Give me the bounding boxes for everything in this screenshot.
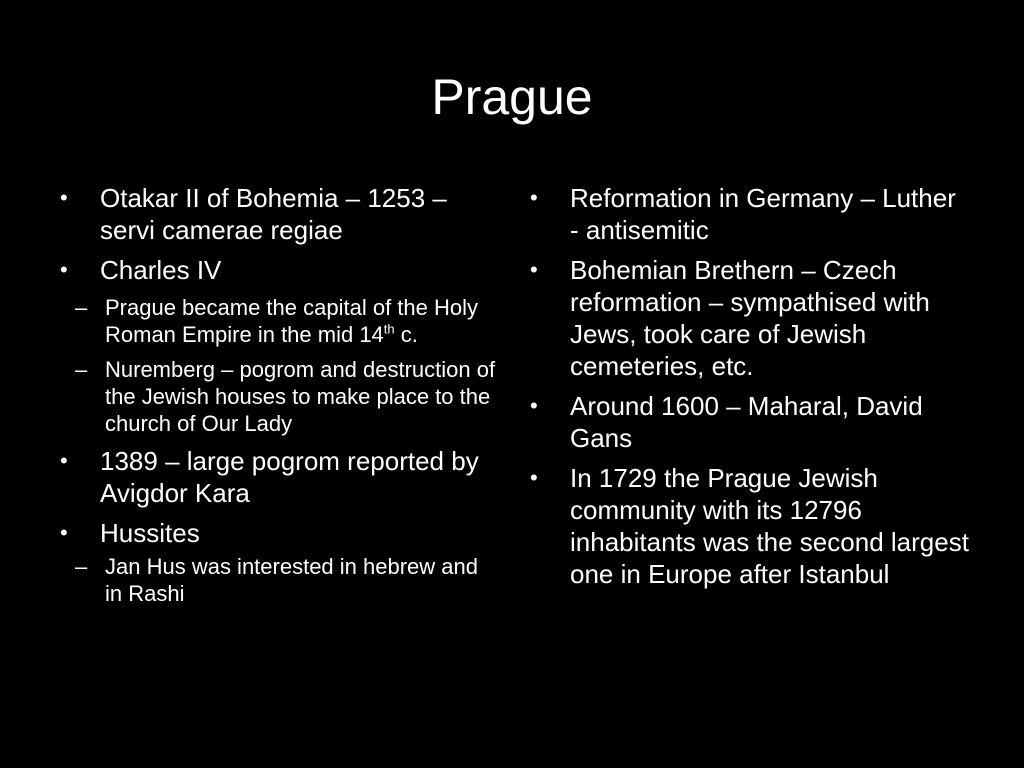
bullet-icon: •: [530, 393, 538, 418]
list-item: [530, 182, 970, 246]
list-item-text: In 1729 the Prague Jewish community with its 12796 inhabitants was the second largest one in Europe after Istanbul: [570, 463, 969, 589]
bullet-icon: •: [60, 448, 68, 473]
sub-list-item: [60, 356, 500, 437]
slide-title: Prague: [431, 69, 593, 125]
bullet-icon: •: [60, 185, 68, 210]
list-item-text: Charles IV: [100, 255, 222, 285]
sub-list-item: [60, 294, 500, 348]
bullet-icon: •: [530, 185, 538, 210]
sub-list-item-text: Prague became the capital of the Holy Roman Empire in the mid 14: [105, 295, 479, 347]
right-bullet-list: [530, 182, 970, 590]
sub-list-item: [60, 553, 500, 607]
left-bullet-list: [60, 182, 500, 607]
sub-list-item-text: Jan Hus was interested in hebrew and in Rashi: [105, 554, 478, 606]
list-item: [60, 517, 500, 549]
sub-list-item-text-suffix: c.: [394, 322, 418, 347]
superscript-text: th: [383, 321, 395, 337]
list-item: [60, 182, 500, 246]
left-column: [60, 182, 500, 615]
list-item-text: Reformation in Germany – Luther - antisemitic: [570, 183, 956, 245]
bullet-icon: •: [60, 520, 68, 545]
list-item: [60, 254, 500, 286]
list-item: [530, 390, 970, 454]
list-item-text: Bohemian Brethern – Czech reformation – sympathised with Jews, took care of Jewish cemeteries, etc.: [570, 255, 930, 381]
dash-icon: –: [75, 295, 88, 320]
dash-icon: –: [75, 357, 88, 382]
dash-icon: –: [75, 554, 88, 579]
list-item-text: 1389 – large pogrom reported by Avigdor Kara: [100, 446, 479, 508]
list-item-text: Hussites: [100, 518, 200, 548]
list-item: [60, 445, 500, 509]
bullet-icon: •: [530, 257, 538, 282]
bullet-icon: •: [530, 465, 538, 490]
list-item-text: Around 1600 – Maharal, David Gans: [570, 391, 923, 453]
list-item-text: Otakar II of Bohemia – 1253 – servi camerae regiae: [100, 183, 447, 245]
sub-list-item-text: Nuremberg – pogrom and destruction of the Jewish houses to make place to the church of Our Lady: [105, 357, 496, 436]
bullet-icon: •: [60, 257, 68, 282]
right-column: [530, 182, 970, 598]
list-item: [530, 462, 970, 590]
list-item: [530, 254, 970, 382]
